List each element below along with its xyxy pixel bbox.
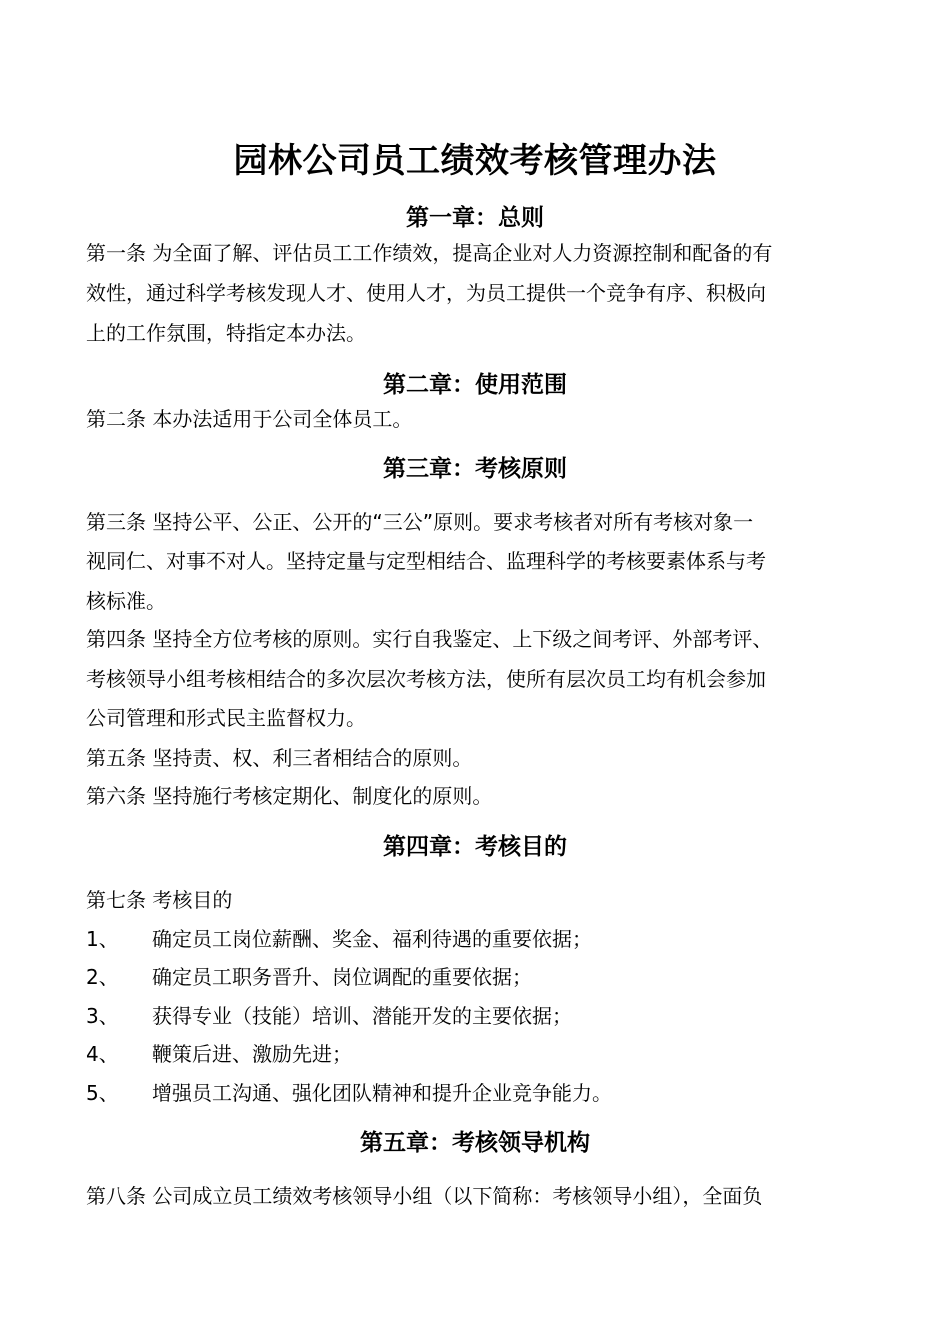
article-4-line-3: 公司管理和形式民主监督权力。 — [86, 706, 366, 730]
chapter-heading-5: 第五章：考核领导机构 — [360, 1130, 590, 1156]
article-3-line-2: 视同仁、对事不对人。坚持定量与定型相结合、监理科学的考核要素体系与考 — [86, 549, 766, 573]
list-item — [86, 925, 866, 953]
list-item-number: 4、 — [86, 1042, 119, 1066]
document-title: 园林公司员工绩效考核管理办法 — [233, 141, 717, 181]
chapter-heading-3: 第三章：考核原则 — [383, 456, 567, 482]
article-2-line-1: 第二条 本办法适用于公司全体员工。 — [86, 407, 413, 431]
list-item-text: 鞭策后进、激励先进； — [152, 1042, 352, 1066]
list-item — [86, 1040, 866, 1068]
list-item-number: 5、 — [86, 1081, 119, 1105]
article-8-line-1: 第八条 公司成立员工绩效考核领导小组（以下简称：考核领导小组），全面负 — [86, 1184, 763, 1208]
list-item-number: 3、 — [86, 1004, 119, 1028]
article-3-line-1: 第三条 坚持公平、公正、公开的“三公”原则。要求考核者对所有考核对象一 — [86, 510, 754, 534]
article-4-line-1: 第四条 坚持全方位考核的原则。实行自我鉴定、上下级之间考评、外部考评、 — [86, 627, 773, 651]
list-item — [86, 1002, 866, 1030]
list-item-text: 获得专业（技能）培训、潜能开发的主要依据； — [152, 1004, 572, 1028]
list-item-text: 确定员工岗位薪酬、奖金、福利待遇的重要依据； — [152, 927, 592, 951]
article-1-line-2: 效性，通过科学考核发现人才、使用人才，为员工提供一个竞争有序、积极向 — [86, 281, 766, 305]
list-item-text: 增强员工沟通、强化团队精神和提升企业竞争能力。 — [152, 1081, 612, 1105]
article-1-line-3: 上的工作氛围，特指定本办法。 — [86, 321, 366, 345]
article-3-line-3: 核标准。 — [86, 589, 166, 613]
chapter-heading-1: 第一章：总则 — [406, 205, 544, 231]
list-item — [86, 963, 866, 991]
list-item-text: 确定员工职务晋升、岗位调配的重要依据； — [152, 965, 532, 989]
chapter-heading-4: 第四章：考核目的 — [383, 834, 567, 860]
list-item-number: 1、 — [86, 927, 119, 951]
list-item-number: 2、 — [86, 965, 119, 989]
list-item — [86, 1079, 866, 1107]
article-6-line-1: 第六条 坚持施行考核定期化、制度化的原则。 — [86, 784, 493, 808]
article-1-line-1: 第一条 为全面了解、评估员工工作绩效，提高企业对人力资源控制和配备的有 — [86, 241, 773, 265]
chapter-heading-2: 第二章：使用范围 — [383, 372, 567, 398]
article-4-line-2: 考核领导小组考核相结合的多次层次考核方法，使所有层次员工均有机会参加 — [86, 667, 766, 691]
article-5-line-1: 第五条 坚持责、权、利三者相结合的原则。 — [86, 746, 473, 770]
article-7-line-1: 第七条 考核目的 — [86, 888, 233, 912]
